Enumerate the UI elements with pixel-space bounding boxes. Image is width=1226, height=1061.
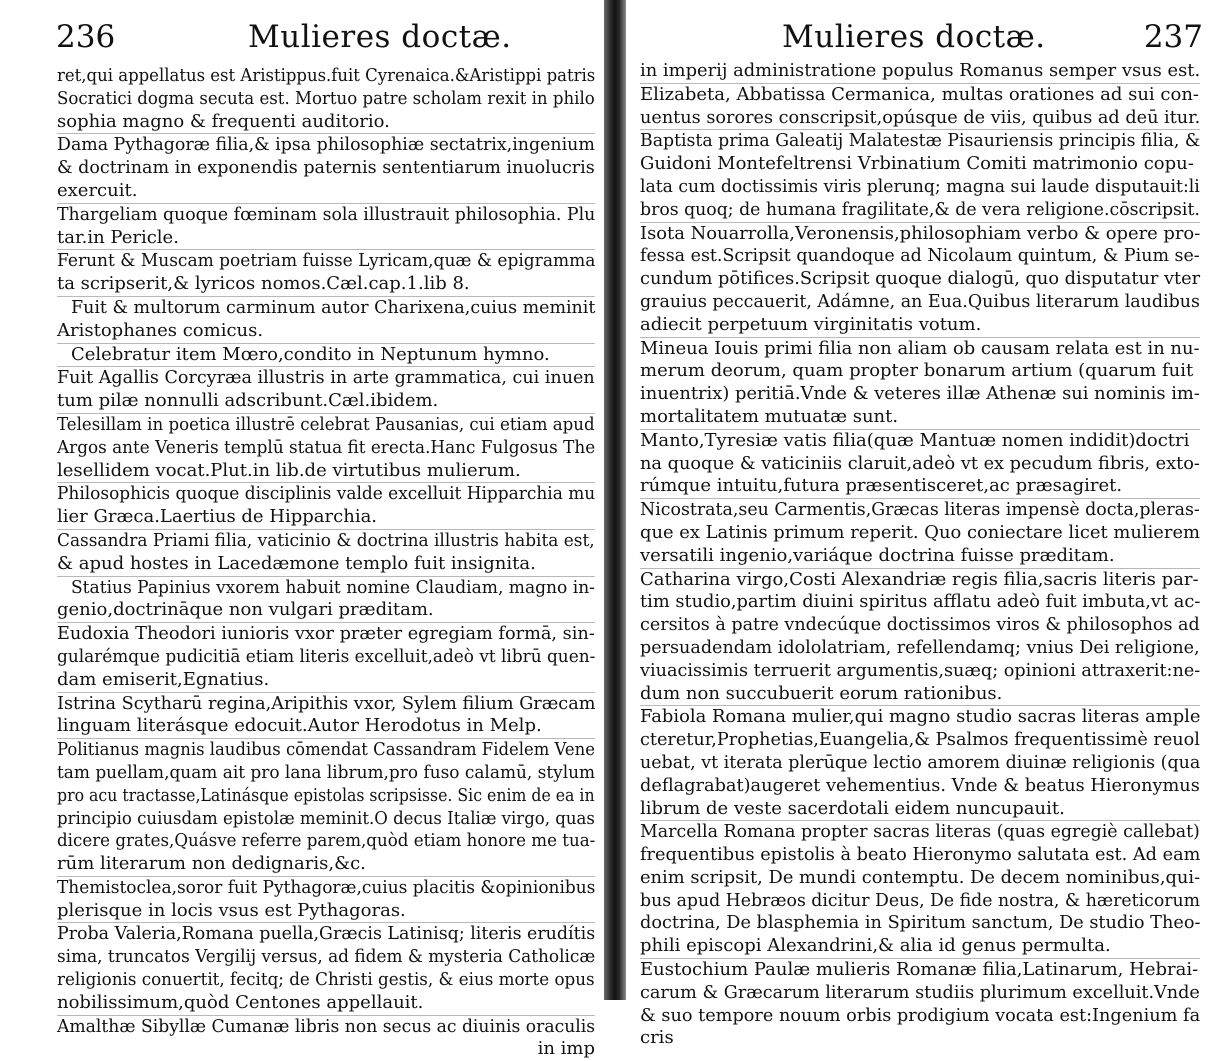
text-line (640, 60, 1200, 84)
text-line-content: uentus sorores conscripsit,opúsque de viis, quibus ad deū itur. (640, 106, 1201, 128)
text-line (57, 762, 595, 785)
text-line-content: dam emiserit,Egnatius. (57, 668, 270, 690)
text-line (640, 130, 1200, 153)
text-line-content: principio cuiusdam epistolæ meminit.O decus Italiæ virgo, quas (57, 807, 595, 829)
left-running-head (0, 12, 604, 62)
text-line-content: enim scripsit, De mundi contemptu. De decem nominibus,qui- (640, 866, 1201, 888)
text-line (640, 199, 1200, 223)
text-line-content: cundum pōtifices.Scripsit quoque dialogū, quo disputatur vter (640, 268, 1201, 290)
text-line-content: plerisque in locis vsus est Pythagoras. (57, 899, 406, 921)
text-line-content: in imp (537, 1038, 595, 1060)
text-line-content: Guidoni Montefeltrensi Vrbinatium Comiti matrimonio copu- (640, 153, 1194, 175)
text-line (640, 867, 1200, 890)
text-line-content: grauius peccauerit, Adámne, an Eua.Quibus literarum laudibus (640, 290, 1200, 312)
text-line-content: & doctrinam in exponendis paternis sententiarum inuolucris (57, 157, 595, 179)
text-line (57, 693, 595, 716)
left-page-number: 236 (56, 19, 116, 55)
text-line (57, 785, 595, 808)
text-line-content: carum & Græcarum literarum studiis plurimum excelluit.Vnde (640, 981, 1200, 1003)
text-line-content: bus apud Hebræos dicitur Deus, De fide nostra, & hæreticorum (640, 889, 1201, 911)
text-line-content: in imperij administratione populus Romanus semper vsus est. (640, 60, 1201, 81)
text-line-content: tim studio,partim diuini spiritus afflatu adeò fuit imbuta,vt ac- (640, 591, 1201, 613)
text-line-content: cersitos à patre vndecúque doctissimos viros & philosophos ad (640, 614, 1200, 636)
text-line (57, 111, 595, 135)
text-line (640, 706, 1200, 729)
text-line (57, 250, 595, 273)
text-line-content: inuentrix) peritiā.Vnde & veteres illæ Athenæ sui nominis im- (640, 383, 1200, 405)
text-line-content: nobilissimum,quòd Centones appellauit. (57, 991, 424, 1013)
text-line (57, 320, 595, 344)
text-line (57, 204, 595, 227)
text-line (640, 912, 1200, 935)
text-line (640, 268, 1200, 291)
text-line (640, 291, 1200, 314)
text-line (57, 297, 595, 320)
text-line (640, 729, 1200, 752)
text-line-content: fessa est.Scripsit quandoque ad Nicolaum quintum, & Pium se- (640, 245, 1200, 267)
text-line (640, 522, 1200, 545)
text-line (640, 314, 1200, 338)
text-line-content: Marcella Romana propter sacras literas (quas egregiè callebat) (640, 821, 1200, 843)
text-line (57, 227, 595, 251)
text-line-content: Telesillam in poetica illustrē celebrat Pausanias, cui etiam apud (57, 413, 595, 435)
text-line (640, 545, 1200, 569)
right-running-head (626, 12, 1223, 62)
text-line-content: Dama Pythagoræ filia,& ipsa philosophiæ sectatrix,ingenium (57, 134, 595, 156)
text-line (57, 390, 595, 414)
text-line (640, 982, 1200, 1005)
text-line (640, 1005, 1200, 1028)
text-line (57, 923, 595, 946)
text-line (640, 383, 1200, 406)
text-line-content: ret,qui appellatus est Aristippus.fuit Cyrenaica.&Aristippi patris (57, 65, 596, 86)
text-line-content: dicere grates,Quásve referre parem,quòd etiam honore me tua- (57, 830, 596, 852)
text-line (57, 599, 595, 623)
text-line-content: tar.in Pericle. (57, 226, 179, 248)
text-line (640, 176, 1200, 199)
text-line-content: pro acu tractasse,Latinásque epistolas scripsisse. Sic enim de ea in (57, 784, 595, 806)
text-line-content: Baptista prima Galeatij Malatestæ Pisauriensis principis filia, & (640, 130, 1201, 152)
text-line (57, 88, 595, 111)
text-line-content: lier Græca.Laertius de Hipparchia. (57, 506, 378, 528)
text-line-content: Amalthæ Sibyllæ Cumanæ libris non secus ac diuinis oraculis (57, 1015, 596, 1037)
text-line (57, 506, 595, 530)
text-line-content: lesellidem vocat.Plut.in lib.de virtutibus mulierum. (57, 459, 521, 481)
text-line-content: Thargeliam quoque fœminam sola illustrauit philosophia. Plu (57, 203, 596, 225)
book-gutter (604, 0, 626, 1000)
text-line-content: Argos ante Veneris templū statua fit erecta.Hanc Fulgosus The (57, 436, 596, 458)
text-line-content: cris (640, 1027, 674, 1049)
text-line (57, 134, 595, 157)
text-line-content: genio,doctrināque non vulgari præditam. (57, 599, 434, 621)
text-line-content: dum non succubuerit eorum rationibus. (640, 682, 1003, 704)
text-line-content: que ex Latinis primum reperit. Quo coniectare licet mulierem (640, 521, 1201, 543)
text-line (640, 683, 1200, 707)
text-line-content: Elizabeta, Abbatissa Cermanica, multas orationes ad sui con- (640, 83, 1200, 105)
text-line (640, 614, 1200, 637)
text-line (640, 844, 1200, 867)
text-line-content: Manto,Tyresiæ vatis filia(quæ Mantuæ nomen indidit)doctri (640, 429, 1190, 451)
right-running-title: Mulieres doctæ. (782, 19, 1046, 55)
text-line-content: viuacissimis terruerit argumentis,suæq; opinioni attraxerit:ne- (640, 659, 1201, 681)
text-line-content: & apud hostes in Lacedæmone templo fuit insignita. (57, 552, 536, 574)
text-line (640, 959, 1200, 982)
text-line-content: rūm literarum non dedignaris,&c. (57, 853, 366, 875)
text-line-content: Istrina Scytharū regina,Aripithis vxor, Sylem filium Græcam (57, 692, 596, 714)
text-line-content: Celebratur item Mœro,condito in Neptunum hymno. (71, 343, 550, 365)
text-line (640, 338, 1200, 361)
text-line-content: adiecit perpetuum virginitatis votum. (640, 313, 982, 335)
text-line (640, 1027, 1200, 1050)
text-line (57, 180, 595, 204)
text-line-content: bros quoq; de humana fragilitate,& de vera religione.cōscripsit. (640, 198, 1200, 220)
text-line (57, 853, 595, 877)
text-line-content: sima, truncatos Vergilij versus, ad fidem & mysteria Catholicæ (57, 946, 596, 968)
text-line (640, 890, 1200, 913)
text-line-content: mortalitatem mutuatæ sunt. (640, 405, 899, 427)
text-line (57, 367, 595, 390)
text-line (57, 1016, 595, 1039)
text-line-content: na quoque & vaticiniis claruit,adeò vt ex pecudum fibris, exto- (640, 452, 1200, 474)
text-line (640, 569, 1200, 592)
text-line-content: persuadendam idololatriam, refellendamq; vnius Dei religione, (640, 636, 1200, 658)
text-line (640, 775, 1200, 798)
text-line (640, 430, 1200, 453)
text-line-content: Eustochium Paulæ mulieris Romanæ filia,Latinarum, Hebrai- (640, 959, 1199, 981)
text-line-content: Nicostrata,seu Carmentis,Græcas literas impensè docta,pleras- (640, 499, 1200, 521)
text-line (640, 245, 1200, 268)
text-line-content: rúmque intuitu,futura præsentisceret,ac præsagiret. (640, 475, 1123, 497)
text-line (57, 483, 595, 506)
text-line-content: Aristophanes comicus. (57, 319, 264, 341)
text-line-content: cteretur,Prophetias,Euangelia,& Psalmos frequentissimè reuol (640, 729, 1200, 751)
text-line (640, 406, 1200, 430)
text-line-content: tam puellam,quam ait pro lana librum,pro fuso calamū, stylum (57, 761, 596, 783)
left-page (0, 0, 604, 1060)
text-line (57, 992, 595, 1016)
text-line (57, 460, 595, 484)
text-line (640, 107, 1200, 131)
text-line (57, 715, 595, 739)
left-text-column (57, 65, 595, 1061)
text-line-content: frequentibus epistolis à beato Hieronymo salutata est. Ad eam (640, 844, 1201, 866)
text-line-content: gularémque pudicitiā etiam literis excelluit,adeò vt librū quen- (57, 645, 596, 667)
text-line (57, 669, 595, 693)
text-line (57, 157, 595, 180)
text-line (640, 153, 1200, 176)
text-line-content: lata cum doctissimis viris plerunq; magna sui laude disputauit:li (640, 175, 1200, 197)
text-line (640, 591, 1200, 614)
text-line (640, 752, 1200, 775)
text-line-content: Fuit Agallis Corcyræa illustris in arte grammatica, cui inuen (57, 367, 595, 389)
text-line-content: Fabiola Romana mulier,qui magno studio sacras literas ample (640, 706, 1201, 728)
text-line-content: doctrina, De blasphemia in Spiritum sanctum, De studio Theo- (640, 912, 1201, 934)
text-line (57, 739, 595, 762)
text-line-content: librum de veste sacerdotali eidem nuncupauit. (640, 797, 1065, 819)
text-line (640, 660, 1200, 683)
text-line-content: Philosophicis quoque disciplinis valde excelluit Hipparchia mu (57, 483, 596, 505)
text-line (57, 437, 595, 460)
text-line-content: sophia magno & frequenti auditorio. (57, 110, 390, 132)
text-line (57, 273, 595, 297)
left-running-title: Mulieres doctæ. (248, 19, 512, 55)
text-line (57, 646, 595, 669)
text-line (640, 637, 1200, 660)
text-line (57, 65, 595, 88)
text-line-content: Politianus magnis laudibus cōmendat Cassandram Fidelem Vene (57, 739, 595, 761)
right-page-number: 237 (1143, 19, 1203, 55)
text-line (57, 900, 595, 924)
text-line (57, 577, 595, 600)
text-line (640, 821, 1200, 844)
text-line (640, 475, 1200, 499)
text-line (57, 830, 595, 853)
text-line (57, 946, 595, 969)
text-line (640, 798, 1200, 822)
text-line (640, 935, 1200, 959)
text-line-content: versatili ingenio,variáque doctrina fuisse præditam. (640, 544, 1115, 566)
text-line-content: deflagrabat)augeret vehementius. Vnde & beatus Hieronymus (640, 774, 1200, 796)
text-line (640, 453, 1200, 476)
text-line-content: Themistoclea,soror fuit Pythagoræ,cuius placitis &opinionibus (57, 876, 596, 898)
text-line (640, 499, 1200, 522)
text-line (57, 623, 595, 646)
right-page (626, 0, 1223, 1049)
text-line-content: merum deorum, quam propter bonarum artium (quarum fuit (640, 360, 1194, 382)
right-text-column (640, 60, 1200, 1050)
text-line (57, 808, 595, 831)
text-line-content: Cassandra Priami filia, vaticinio & doctrina illustris habita est, (57, 529, 595, 551)
text-line (57, 553, 595, 577)
text-line-content: Socratici dogma secuta est. Mortuo patre scholam rexit in philo (57, 87, 595, 109)
text-line (57, 344, 595, 368)
text-line (640, 84, 1200, 107)
text-line-content: exercuit. (57, 179, 138, 201)
text-line-content: Eudoxia Theodori iunioris vxor præter egregiam formā, sin- (57, 623, 595, 645)
text-line-content: Mineua Iouis primi filia non aliam ob causam relata est in nu- (640, 337, 1200, 359)
text-line-content: & suo tempore nouum orbis prodigium vocata est:Ingenium fa (640, 1004, 1201, 1026)
text-line-content: tum pilæ nonnulli adscribunt.Cæl.ibidem. (57, 390, 439, 412)
text-line (640, 223, 1200, 246)
text-line (57, 1038, 595, 1061)
text-line-content: uebat, vt iterata plerūque lectio amorem diuinæ religionis (qua (640, 751, 1201, 773)
text-line-content: phili episcopi Alexandrini,& alia id genus permulta. (640, 935, 1111, 957)
text-line-content: Statius Papinius vxorem habuit nomine Claudiam, magno in- (71, 576, 595, 598)
text-line-content: religionis conuertit, fecitq; de Christi gestis, & eius morte opus (57, 969, 595, 991)
text-line (57, 969, 595, 992)
text-line-content: Proba Valeria,Romana puella,Græcis Latinisq; literis erudítis (57, 923, 596, 945)
text-line-content: linguam literásque edocuit.Autor Herodotus in Melp. (57, 715, 542, 737)
text-line-content: ta scripserit,& lyricos nomos.Cæl.cap.1.lib 8. (57, 273, 470, 295)
text-line-content: Isota Nouarrolla,Veronensis,philosophiam verbo & opere pro- (640, 222, 1201, 244)
text-line (57, 877, 595, 900)
text-line (57, 530, 595, 553)
text-line-content: Ferunt & Muscam poetriam fuisse Lyricam,quæ & epigramma (57, 250, 596, 272)
text-line-content: Fuit & multorum carminum autor Charixena,cuius meminit (71, 296, 596, 318)
text-line-content: Catharina virgo,Costi Alexandriæ regis filia,sacris literis par- (640, 568, 1199, 590)
text-line (640, 360, 1200, 383)
text-line (57, 414, 595, 437)
